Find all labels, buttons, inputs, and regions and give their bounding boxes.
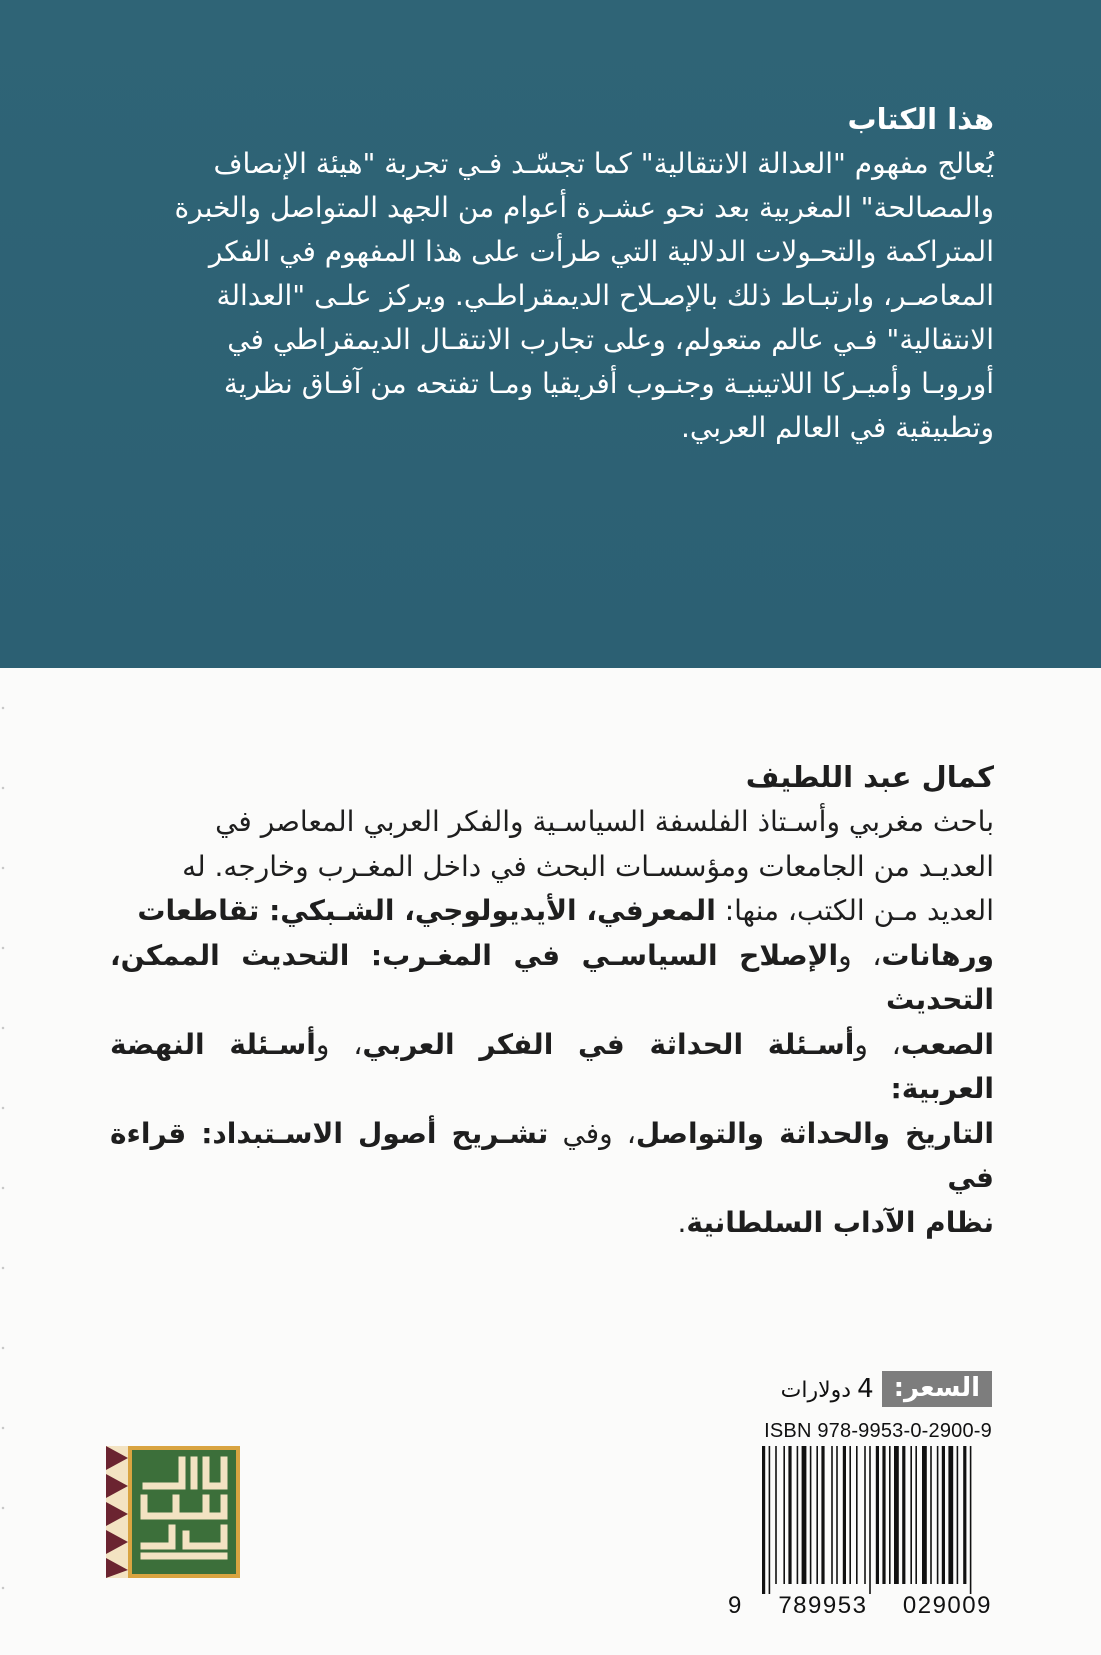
barcode-bar (788, 1446, 791, 1584)
price-value (781, 1374, 874, 1404)
about-line: والمصالحة" المغربية بعد نحو عشـرة أعوام من الجهد المتواصل والخبرة (174, 191, 994, 224)
barcode-bar (856, 1446, 858, 1584)
barcode-bar (930, 1446, 932, 1584)
book-title: الإصلاح السياسـي في المغـرب: التحديث الممكن، التحديث (110, 938, 994, 1016)
barcode-bar (843, 1446, 846, 1584)
author-bio-line (110, 934, 994, 1023)
barcode-digit-group: 789953 (778, 1592, 868, 1619)
about-line: أوروبـا وأميـركا اللاتينيـة وجنـوب أفريقيا ومـا تفتحه من آفـاق نظرية (223, 367, 994, 400)
author-bio-line: العديـد من الجامعات ومؤسسـات البحث في داخل المغـرب وخارجه. له (182, 849, 994, 883)
about-line: الانتقالية" فـي عالم متعولم، وعلى تجارب الانتقـال الديمقراطي في (227, 323, 994, 356)
author-bio-line (110, 889, 994, 934)
barcode-bar (783, 1446, 785, 1584)
barcode-bar (889, 1446, 891, 1584)
book-title: نظام الآداب السلطانية (686, 1205, 994, 1239)
barcode-bar (797, 1446, 799, 1584)
barcode-bar (876, 1446, 879, 1584)
barcode-bar (864, 1446, 866, 1584)
barcode-digit-group: 029009 (902, 1592, 992, 1619)
book-title: الصعب (900, 1027, 994, 1061)
barcode-bar (836, 1446, 838, 1584)
bio-text: ، وفي (548, 1116, 636, 1150)
about-heading: هذا الكتاب (847, 102, 994, 136)
barcode-bar (957, 1446, 959, 1584)
barcode-bar (882, 1446, 885, 1584)
price-label: السعر: (882, 1371, 992, 1407)
book-title: التاريخ والحداثة والتواصل (635, 1116, 994, 1150)
barcode-bar (810, 1446, 812, 1584)
publisher-logo (106, 1446, 240, 1578)
barcode-digit-prefix: 9 (728, 1592, 743, 1619)
barcode-bar (922, 1446, 927, 1584)
barcode-bar (942, 1446, 945, 1584)
bio-text: العديد مـن الكتب، منها: (715, 894, 994, 927)
barcode-bar (762, 1446, 765, 1594)
barcode-bar (802, 1446, 807, 1584)
book-title: تشـريح أصول الاسـتبداد: قراءة في (110, 1116, 994, 1194)
book-title: أسـئلة الحداثة في الفكر العربي (362, 1027, 855, 1061)
barcode-bar (902, 1446, 905, 1584)
bio-text: . (677, 1205, 687, 1239)
about-line: وتطبيقية في العالم العربي. (680, 411, 994, 444)
about-line: المعاصـر، وارتبـاط ذلك بالإصـلاح الديمقراطـي. ويركز علـى "العدالة (216, 279, 994, 312)
isbn-number: ISBN 978-9953-0-2900-9 (764, 1420, 992, 1442)
barcode-bar (948, 1446, 953, 1584)
price-tag (760, 1370, 992, 1408)
logo-side-pattern (106, 1446, 128, 1578)
bio-text: ، و (315, 1027, 363, 1061)
about-line: يُعالج مفهوم "العدالة الانتقالية" كما تجسّـد فـي تجربة "هيئة الإنصاف (213, 147, 994, 180)
bio-text: ، و (854, 1027, 901, 1061)
barcode-bar (821, 1446, 824, 1584)
author-bio-line: باحث مغربي وأسـتاذ الفلسفة السياسـية والفكر العربي المعاصر في (215, 805, 994, 838)
barcode-bar (849, 1446, 851, 1584)
book-title: أسـئلة النهضة العربية: (110, 1027, 994, 1105)
barcode-bars (762, 1446, 971, 1594)
author-bio-line (110, 1023, 994, 1112)
bio-text: ، و (838, 938, 882, 972)
price-currency: دولارات (780, 1378, 852, 1403)
barcode-bar (816, 1446, 818, 1584)
barcode-bar (869, 1446, 871, 1594)
author-section (110, 754, 994, 1245)
about-line: المتراكمة والتحـولات الدلالية التي طرأت على هذا المفهوم في الفكر (208, 235, 994, 268)
barcode-bar (963, 1446, 966, 1584)
barcode-bar (894, 1446, 899, 1584)
barcode-bar (831, 1446, 833, 1584)
barcode-bar (937, 1446, 939, 1584)
barcode-bar (769, 1446, 771, 1594)
barcode-bar (970, 1446, 972, 1594)
barcode-digits (728, 1592, 992, 1620)
book-title: ورهانات (881, 938, 995, 972)
author-bio-line (110, 1112, 994, 1201)
barcode-bar (910, 1446, 912, 1584)
edge-dots (0, 668, 6, 1655)
barcode (756, 1446, 992, 1594)
about-book-section (110, 96, 994, 450)
author-name: كمال عبد اللطيف (745, 760, 994, 794)
book-title: المعرفي، الأيديولوجي، الشـبكي: تقاطعات (137, 894, 716, 927)
barcode-bar (915, 1446, 917, 1584)
price-amount: 4 (857, 1374, 874, 1404)
barcode-bar (775, 1446, 777, 1584)
author-bio-line (110, 1201, 994, 1246)
